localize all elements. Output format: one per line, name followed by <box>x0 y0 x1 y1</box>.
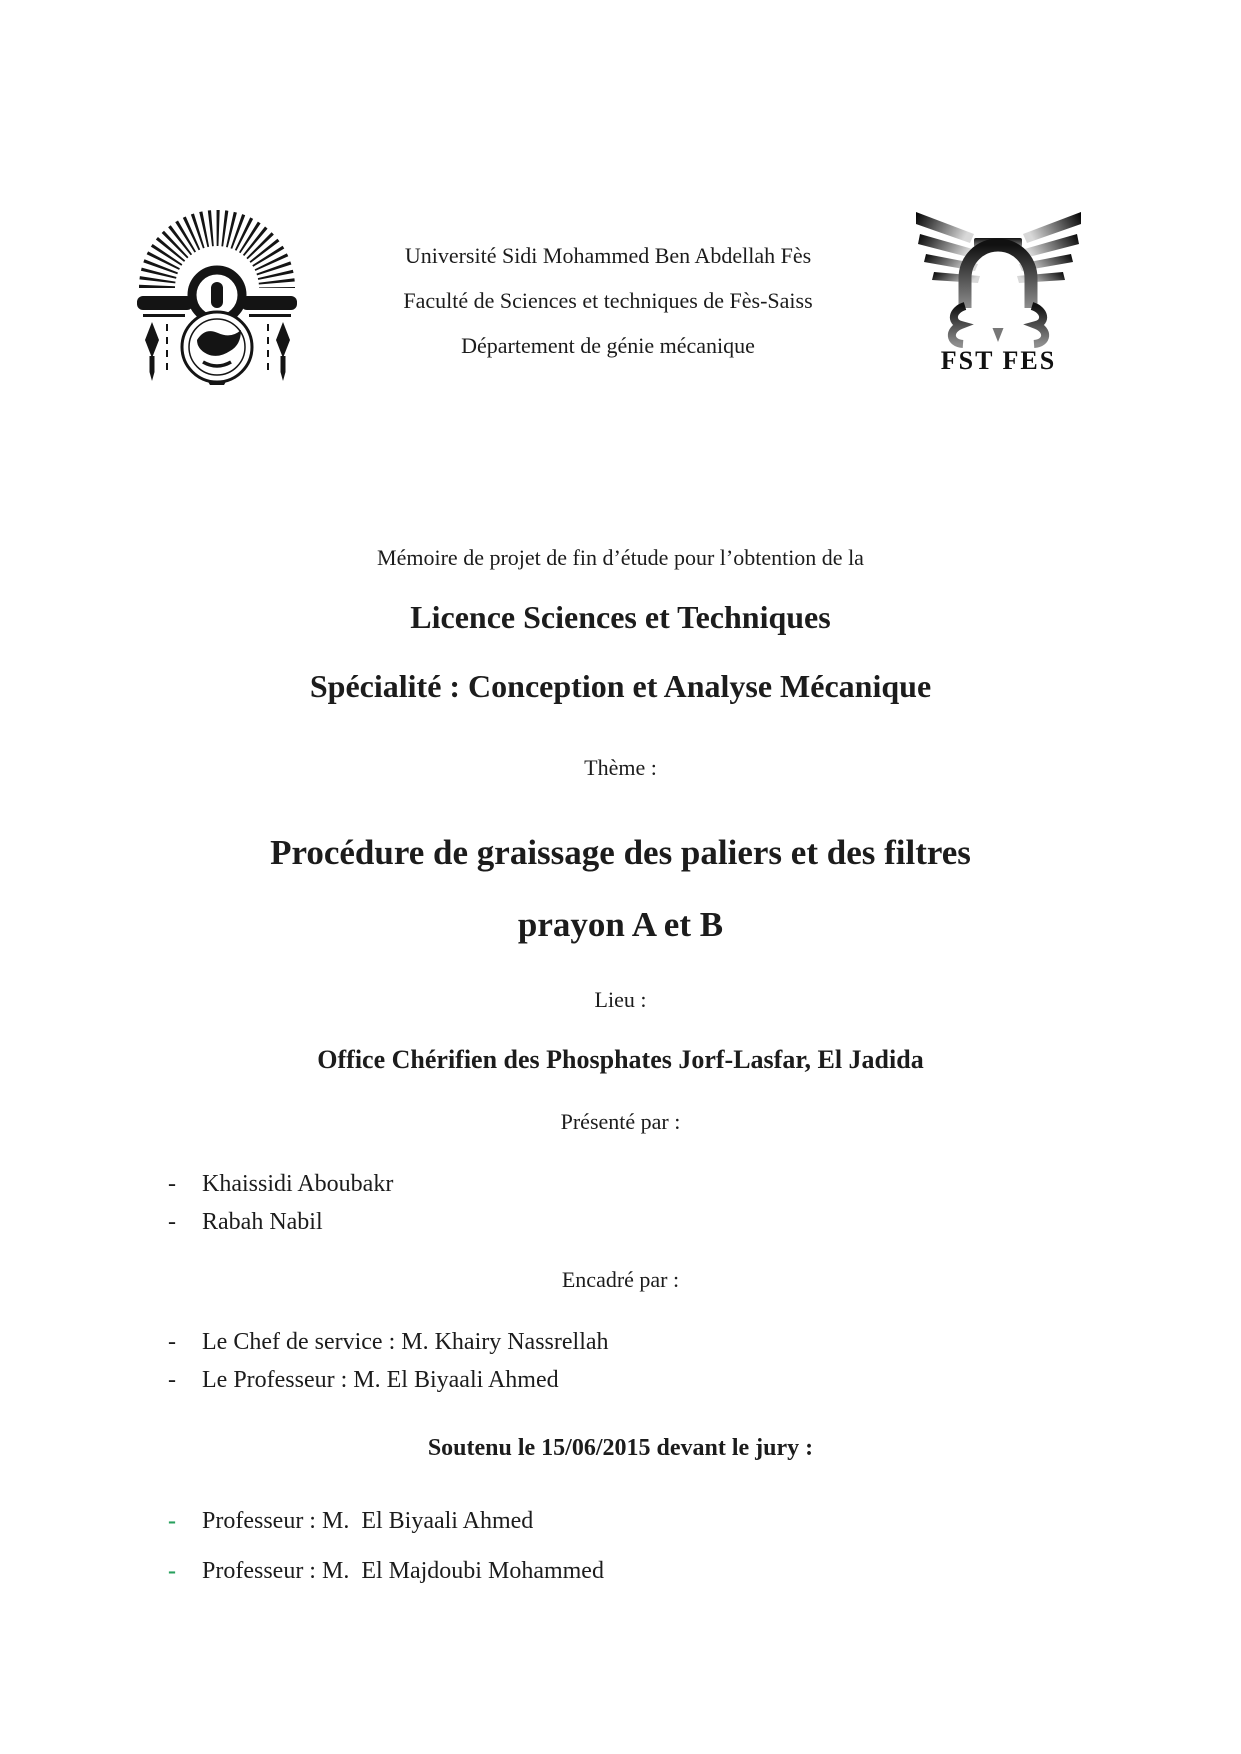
institution-block <box>300 233 916 368</box>
author-name: Rabah Nabil <box>202 1209 323 1235</box>
department-name: Département de génie mécanique <box>461 333 755 358</box>
authors-list <box>168 1165 1111 1241</box>
supervised-by-label: Encadré par : <box>561 1267 680 1292</box>
university-name: Université Sidi Mohammed Ben Abdellah Fès <box>404 243 812 268</box>
author-name: Khaissidi Aboubakr <box>202 1171 394 1197</box>
jury-member-name: Professeur : M. El Majdoubi Mohammed <box>202 1558 604 1584</box>
bullet-dash: - <box>168 1367 176 1393</box>
intro-line: Mémoire de projet de fin d’étude pour l’obtention de la <box>377 545 864 570</box>
usmba-emblem-logo <box>135 200 300 385</box>
faculty-name: Faculté de Sciences et techniques de Fès-Saiss <box>403 288 813 313</box>
bullet-dash: - <box>168 1171 176 1197</box>
jury-list <box>168 1496 1111 1596</box>
supervisor-name: Le Chef de service : M. Khairy Nassrellah <box>202 1329 609 1355</box>
thesis-title <box>130 817 1111 961</box>
jury-item <box>168 1546 1111 1596</box>
title-page-content <box>0 545 1241 1596</box>
thesis-title-line2: prayon A et B <box>517 905 724 944</box>
specialty-title: Spécialité : Conception et Analyse Mécanique <box>309 668 932 704</box>
supervisor-name: Le Professeur : M. El Biyaali Ahmed <box>202 1367 559 1393</box>
location-label: Lieu : <box>594 987 647 1012</box>
page-header <box>0 0 1241 385</box>
fst-fes-logo-caption: FST FES <box>940 346 1057 375</box>
supervisor-item <box>168 1323 1111 1361</box>
author-item <box>168 1203 1111 1241</box>
supervisors-list <box>168 1323 1111 1399</box>
location-value: Office Chérifien des Phosphates Jorf-Lasfar, El Jadida <box>317 1045 924 1074</box>
theme-label: Thème : <box>584 755 657 780</box>
thesis-title-line1: Procédure de graissage des paliers et des filtres <box>270 833 971 872</box>
supervisor-item <box>168 1361 1111 1399</box>
fst-fes-emblem-icon <box>916 200 1081 350</box>
presented-by-label: Présenté par : <box>560 1109 681 1134</box>
fst-fes-logo <box>916 200 1081 376</box>
bullet-dash: - <box>168 1329 176 1355</box>
degree-title: Licence Sciences et Techniques <box>410 599 831 635</box>
bullet-dash: - <box>168 1209 176 1235</box>
jury-item <box>168 1496 1111 1546</box>
bullet-dash-green: - <box>168 1558 176 1584</box>
author-item <box>168 1165 1111 1203</box>
jury-member-name: Professeur : M. El Biyaali Ahmed <box>202 1508 534 1534</box>
bullet-dash-green: - <box>168 1508 176 1534</box>
defense-statement: Soutenu le 15/06/2015 devant le jury : <box>427 1435 814 1461</box>
